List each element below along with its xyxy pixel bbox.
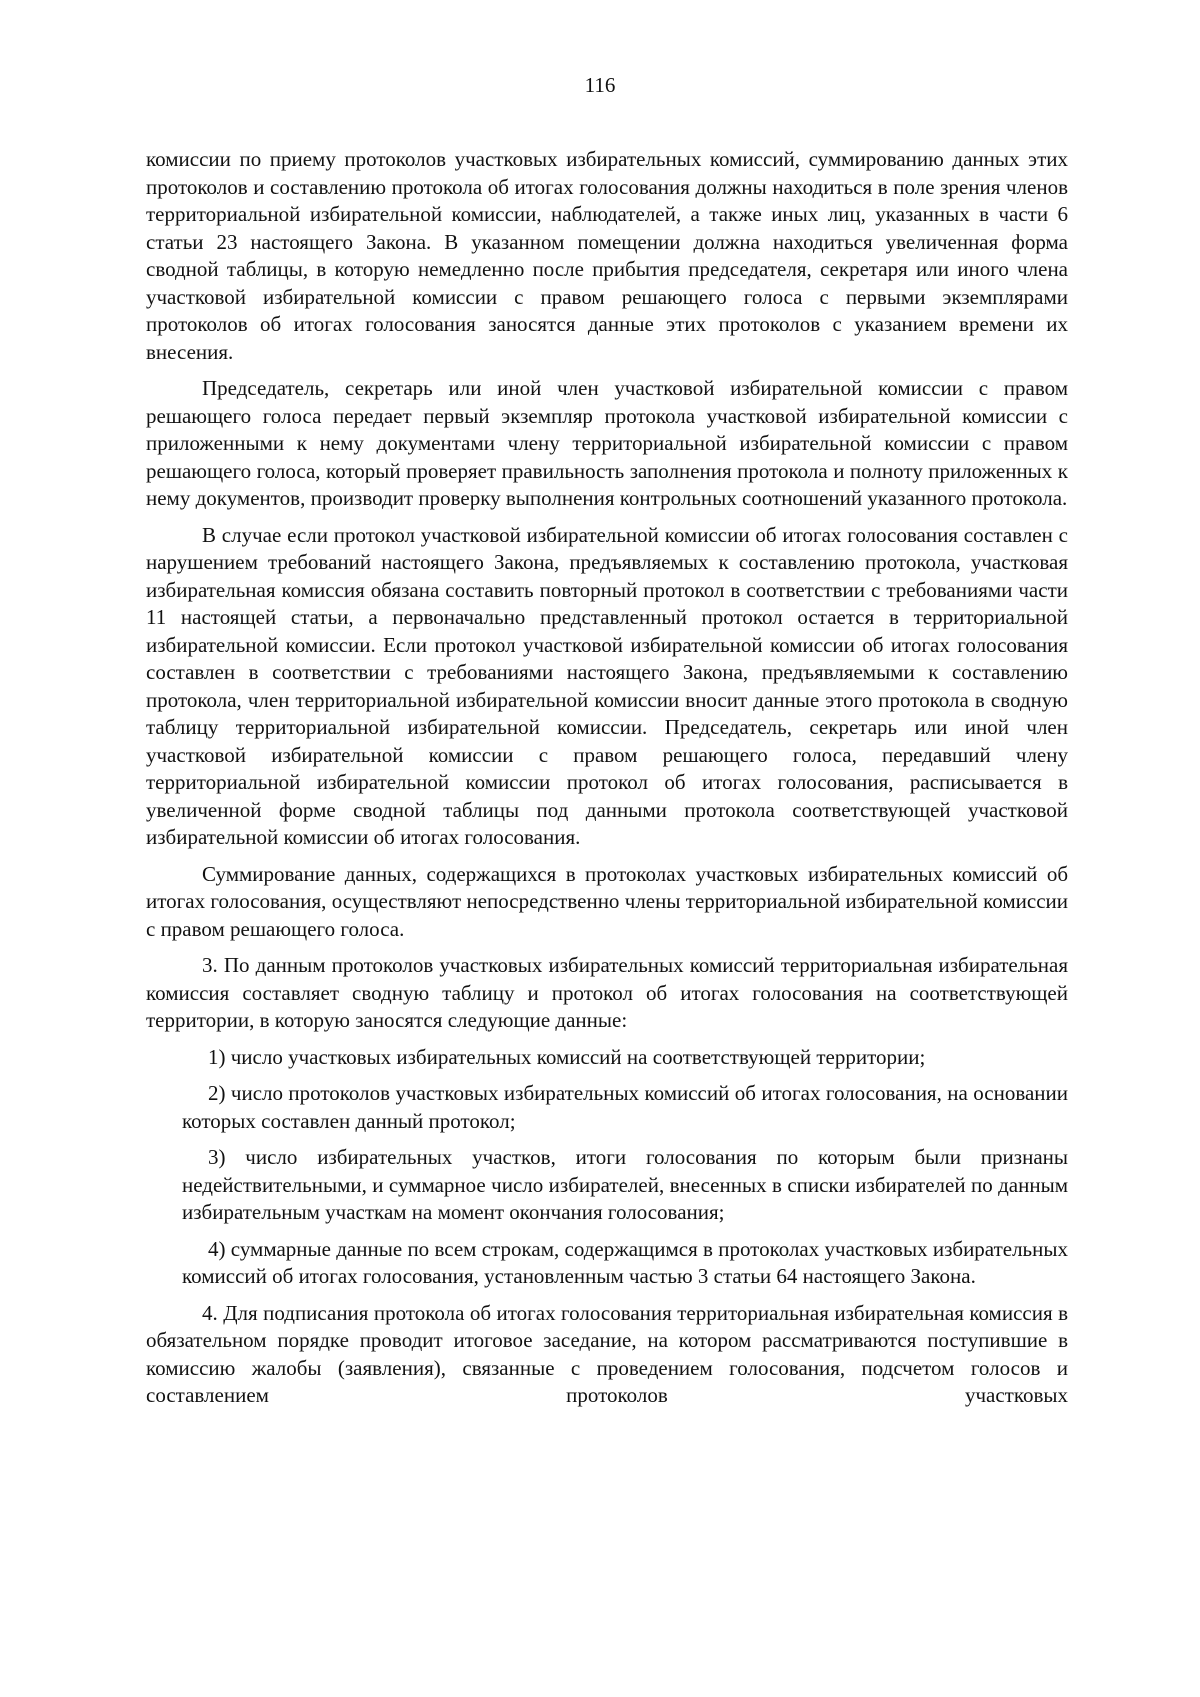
paragraph-clause-4: 4. Для подписания протокола об итогах голосования территориальная избирательная комиссия в обязательном порядке проводит итоговое заседание, на котором рассматриваются поступившие в комиссию жалобы (заявления), связанные с проведением голосования, подсчетом голосов и составлением протоколов участковых <box>146 1300 1068 1407</box>
list-item-4: 4) суммарные данные по всем строкам, содержащимся в протоколах участковых избирательных комиссий об итогах голосования, установленным частью 3 статьи 64 настоящего Закона. <box>182 1236 1068 1288</box>
page-number: 116 <box>584 73 616 97</box>
paragraph-continuation: комиссии по приему протоколов участковых избирательных комиссий, суммированию данных этих протоколов и составлению протокола об итогах голосования должны находиться в поле зрения членов территориальной избирательной комиссии, наблюдателей, а также иных лиц, указанных в части 6 статьи 23 настоящего Закона. В указанном помещении должна находиться увеличенная форма сводной таблицы, в которую немедленно после прибытия председателя, секретаря или иного члена участковой избирательной комиссии с правом решающего голоса с первыми экземплярами протоколов об итогах голосования заносятся данные этих протоколов с указанием времени их внесения. <box>146 147 1068 364</box>
document-body <box>146 146 1068 1419</box>
paragraph-chairman-transfer: Председатель, секретарь или иной член участковой избирательной комиссии с правом решающего голоса передает первый экземпляр протокола участковой избирательной комиссии с приложенными к нему документами члену территориальной избирательной комиссии с правом решающего голоса, который проверяет правильность заполнения протокола и полноту приложенных к нему документов, производит проверку выполнения контрольных соотношений указанного протокола. <box>146 376 1068 510</box>
paragraph-violation-case: В случае если протокол участковой избирательной комиссии об итогах голосования составлен с нарушением требований настоящего Закона, предъявляемых к составлению протокола, участковая избирательная комиссия обязана составить повторный протокол в соответствии с требованиями части 11 настоящей статьи, а первоначально представленный протокол остается в территориальной избирательной комиссии. Если протокол участковой избирательной комиссии об итогах голосования составлен в соответствии с требованиями настоящего Закона, предъявляемыми к составлению протокола, член территориальной избирательной комиссии вносит данные этого протокола в сводную таблицу территориальной избирательной комиссии. Председатель, секретарь или иной член участковой избирательной комиссии с правом решающего голоса, передавший члену территориальной избирательной комиссии протокол об итогах голосования, расписывается в увеличенной форме сводной таблицы под данными протокола соответствующей участковой избирательной комиссии об итогах голосования. <box>146 522 1068 849</box>
list-item-2: 2) число протоколов участковых избирательных комиссий об итогах голосования, на основании которых составлен данный протокол; <box>182 1081 1068 1133</box>
list-item-1: 1) число участковых избирательных комиссий на соответствующей территории; <box>208 1044 926 1069</box>
paragraph-summation: Суммирование данных, содержащихся в протоколах участковых избирательных комиссий об итогах голосования, осуществляют непосредственно члены территориальной избирательной комиссии с правом решающего голоса. <box>146 861 1068 941</box>
list-item-3: 3) число избирательных участков, итоги голосования по которым были признаны недействительными, и суммарное число избирателей, внесенных в списки избирателей по данным избирательным участкам на момент окончания голосования; <box>182 1145 1068 1224</box>
paragraph-clause-3: 3. По данным протоколов участковых избирательных комиссий территориальная избирательная комиссия составляет сводную таблицу и протокол об итогах голосования на соответствующей территории, в которую заносятся следующие данные: <box>146 953 1068 1032</box>
